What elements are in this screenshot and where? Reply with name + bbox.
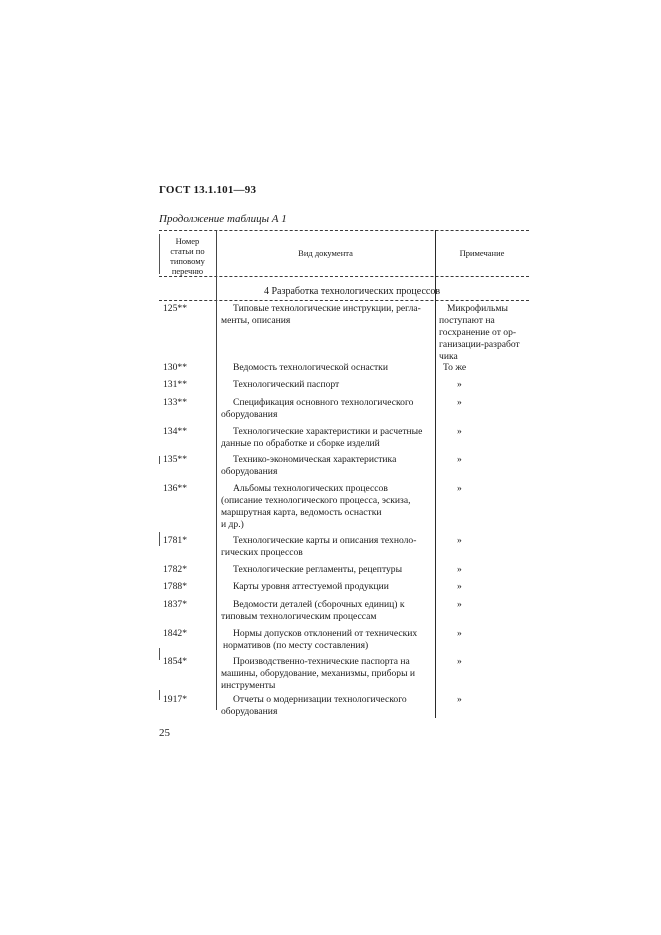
row-note — [439, 362, 529, 374]
row-text-line: Технологические регламенты, рецептуры — [233, 564, 403, 575]
row-text-line: нормативов (по месту составления) — [223, 640, 369, 651]
row-number: 135** — [163, 454, 187, 465]
row-text-line: данные по обработке и сборке изделий — [221, 438, 380, 449]
row-text-line: Технологические характеристики и расчетные — [233, 426, 423, 437]
row-text-line: Технико-экономическая характеристика — [233, 454, 397, 465]
row-text-line: оборудования — [221, 706, 278, 717]
row-note-line: » — [457, 694, 462, 705]
row-note-line: поступают на — [439, 315, 495, 326]
row-note — [439, 397, 529, 409]
row-note-line: Микрофильмы — [447, 303, 508, 314]
row-document-type — [221, 426, 433, 450]
row-note-line: » — [457, 426, 462, 437]
row-note-line: » — [457, 656, 462, 667]
row-text-line: Карты уровня аттестуемой продукции — [233, 581, 389, 592]
row-text-line: и др.) — [221, 519, 244, 530]
header-bottom-rule — [159, 276, 529, 277]
row-note-line: » — [457, 397, 462, 408]
column-header-number-line: типовому — [170, 256, 205, 266]
row-number: 125** — [163, 303, 187, 314]
row-number: 1917* — [163, 694, 187, 705]
row-text-line: типовым технологическим процессам — [221, 611, 377, 622]
row-text-line: машины, оборудование, механизмы, приборы и — [221, 668, 416, 679]
document-standard-title: ГОСТ 13.1.101—93 — [159, 184, 257, 196]
table-continuation-caption: Продолжение таблицы А 1 — [159, 213, 287, 225]
row-note — [439, 656, 529, 668]
row-note-line: То же — [443, 362, 467, 373]
row-note-line: » — [457, 581, 462, 592]
row-number: 1781* — [163, 535, 187, 546]
column-header-doctype: Вид документа — [298, 248, 353, 258]
row-text-line: менты, описания — [221, 315, 291, 326]
row-note-line: » — [457, 454, 462, 465]
row-number: 1782* — [163, 564, 187, 575]
column-header-number — [159, 236, 216, 276]
row-text-line: Технологические карты и описания техноло- — [233, 535, 417, 546]
row-note — [439, 426, 529, 438]
row-document-type — [221, 628, 433, 652]
row-document-type — [221, 454, 433, 478]
row-document-type — [221, 483, 433, 531]
row-number: 136** — [163, 483, 187, 494]
row-text-line: (описание технологического процесса, эскиза, — [221, 495, 411, 506]
row-note — [439, 599, 529, 611]
row-document-type — [221, 656, 433, 692]
row-note — [439, 694, 529, 706]
row-document-type — [221, 397, 433, 421]
row-document-type — [221, 379, 433, 391]
column-divider-right — [435, 230, 436, 718]
row-number: 1788* — [163, 581, 187, 592]
column-divider-left — [216, 230, 217, 710]
row-text-line: Технологический паспорт — [233, 379, 340, 390]
row-note-line: » — [457, 564, 462, 575]
row-number: 1854* — [163, 656, 187, 667]
row-note — [439, 581, 529, 593]
row-note-line: чика — [439, 351, 458, 362]
row-text-line: Отчеты о модернизации технологического — [233, 694, 407, 705]
row-number: 134** — [163, 426, 187, 437]
row-note-line: » — [457, 379, 462, 390]
row-text-line: оборудования — [221, 409, 278, 420]
row-document-type — [221, 599, 433, 623]
row-text-line: Альбомы технологических процессов — [233, 483, 388, 494]
row-text-line: Спецификация основного технологического — [233, 397, 414, 408]
row-note — [439, 454, 529, 466]
row-number: 1842* — [163, 628, 187, 639]
left-border-tick — [159, 690, 160, 700]
row-note — [439, 483, 529, 495]
row-note — [439, 379, 529, 391]
row-text-line: Нормы допусков отклонений от технических — [233, 628, 418, 639]
row-note — [439, 564, 529, 576]
section-title: 4 Разработка технологических процессов — [264, 286, 441, 297]
row-note — [439, 303, 529, 363]
left-border-tick — [159, 456, 160, 464]
column-header-number-line: Номер — [175, 236, 200, 246]
row-text-line: Ведомость технологической оснастки — [233, 362, 388, 373]
column-header-number-line: статьи по — [170, 246, 205, 256]
row-note-line: госхранение от ор- — [439, 327, 517, 338]
row-note-line: » — [457, 535, 462, 546]
row-text-line: Ведомости деталей (сборочных единиц) к — [233, 599, 405, 610]
row-text-line: оборудования — [221, 466, 278, 477]
page-number: 25 — [159, 727, 170, 739]
row-number: 131** — [163, 379, 187, 390]
row-note-line: » — [457, 628, 462, 639]
table-top-rule — [159, 230, 529, 231]
row-document-type — [221, 694, 433, 718]
row-number: 1837* — [163, 599, 187, 610]
row-number: 130** — [163, 362, 187, 373]
column-header-note: Примечание — [459, 248, 505, 258]
left-border-tick — [159, 532, 160, 546]
row-note — [439, 535, 529, 547]
row-note-line: » — [457, 483, 462, 494]
row-document-type — [221, 303, 433, 327]
row-note — [439, 628, 529, 640]
row-text-line: инструменты — [221, 680, 276, 691]
row-number: 133** — [163, 397, 187, 408]
row-document-type — [221, 362, 433, 374]
section-bottom-rule — [159, 300, 529, 301]
row-note-line: ганизации-разработ — [439, 339, 520, 350]
row-text-line: Типовые технологические инструкции, регла- — [233, 303, 421, 314]
row-text-line: гических процессов — [221, 547, 303, 558]
row-note-line: » — [457, 599, 462, 610]
row-document-type — [221, 564, 433, 576]
column-header-number-line: перечню — [171, 266, 204, 276]
row-document-type — [221, 535, 433, 559]
document-table — [159, 230, 529, 718]
row-document-type — [221, 581, 433, 593]
row-text-line: Производственно-технические паспорта на — [233, 656, 410, 667]
left-border-tick — [159, 648, 160, 660]
row-text-line: маршрутная карта, ведомость оснастки — [221, 507, 382, 518]
